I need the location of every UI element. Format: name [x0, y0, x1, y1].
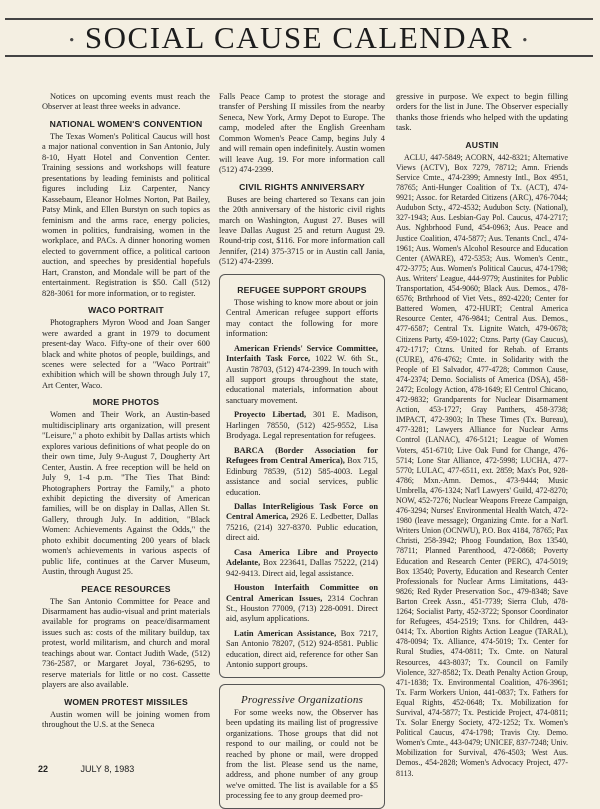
article-text: Women and Their Work, an Austin-based multidisciplinary arts organization, will present "Leisure," a photo exhibit by Dallas artists which explores various definitions of what people do on their own time, July 9-August 7, Dougherty Art Center, Austin. A free reception will be held on July 9, 1-4 p.m. "The Ties That Bind: Photographers Portray the Family," a photo exhibit depicting the diversity of American families, will be on display in Dallas, Allen St. Gallery, through July. In addition, "Black Women: Achievements Against the Odds," the photo exhibit documenting 200 years of black women's achievements in various aspects of public life, continues at the Carver Museum, Austin, through August 25.	[42, 410, 210, 577]
org-name: Casa America Libre and Proyecto Adelante,	[226, 547, 378, 568]
section-heading: WOMEN PROTEST MISSILES	[64, 696, 188, 707]
column-1	[42, 92, 210, 756]
org-details: 301 E. Madison, Harlingen 78550, (512) 425-9552, Lisa Brodyaga. Legal representation for refugees.	[226, 410, 378, 441]
article-text: gressive in purpose. We expect to begin filling orders for the list in June. The Observer especially thanks those friends who helped with the updating task.	[396, 92, 568, 133]
section-heading: Progressive Organizations	[240, 693, 364, 706]
page-title	[5, 22, 593, 56]
org-name: Houston Interfaith Committee on Central American Issues,	[226, 583, 378, 603]
org-details: Box 223641, Dallas 75222, (214) 942-9413. Direct aid, legal assistance.	[226, 558, 378, 578]
org-entry	[226, 410, 378, 441]
org-name: American Friends' Service Committee, Interfaith Task Force,	[226, 343, 378, 364]
section-heading: MORE PHOTOS	[92, 397, 160, 408]
article-text: Those wishing to know more about or join Central American refugee support efforts may contact the following for more information:	[226, 297, 378, 339]
page-footer	[38, 764, 134, 774]
calendar-banner	[5, 8, 593, 70]
refugee-box	[219, 274, 385, 678]
org-details: 1022 W. 6th St., Austin 78703, (512) 474-2399. In touch with all support groups throughout the state, educational materials, information about sanctuary movement.	[226, 354, 378, 405]
org-name: Proyecto Libertad,	[234, 410, 307, 420]
org-entry	[226, 502, 378, 544]
bullet-icon: •	[522, 33, 529, 49]
column-2	[219, 92, 385, 801]
article-text: The San Antonio Committee for Peace and Disarmament has audio-visual and print materials available for programs on peace/disarmament issues such as: costs of the military buildup, tax protest, world militarism, and church and moral teachings about war. Contact Judith Wade, (512) 736-2587, or Margaret Joyal, 736-6295, to reserve materials for little or no cost. Cassette players are also available.	[42, 596, 210, 690]
article-text: Austin women will be joining women from throughout the U.S. at the Seneca	[42, 709, 210, 730]
org-entry	[226, 548, 378, 579]
column-3	[396, 92, 568, 778]
section-heading: WACO PORTRAIT	[88, 305, 164, 316]
section-heading: CIVIL RIGHTS ANNIVERSARY	[239, 181, 365, 192]
org-entry	[226, 344, 378, 407]
article-text: Buses are being chartered so Texans can join the 20th anniversary of the historic civil rights march on Washington, August 27. Buses will leave Dallas August 25 and return August 29. Round-trip cost, $116. For more information call Jennifer, (214) 375-3715 or in Austin call Jania, (512) 474-2399.	[219, 194, 385, 267]
progressive-box	[219, 684, 385, 809]
article-text: For some weeks now, the Observer has been updating its mailing list of progressive organizations. Those groups that did not respond to our mailing, or could not be reached by phone or mail, were dropped from the list. Please send us the name, address, and phone number of any group we've omitted. The list is available for a $5 processing fee to any group deemed pro-	[226, 707, 378, 801]
org-details: Box 715, Edinburg 78539, (512) 585-4003. Legal assistance and social services, public education.	[226, 456, 378, 497]
notice-text: Notices on upcoming events must reach the Observer at least three weeks in advance.	[42, 92, 210, 112]
org-name: Dallas InterReligious Task Force on Central America,	[226, 501, 378, 522]
section-heading: PEACE RESOURCES	[81, 583, 171, 594]
section-heading: NATIONAL WOMEN'S CONVENTION	[49, 118, 203, 129]
org-details: 2926 E. Ledbetter, Dallas 75216, (214) 327-8370. Public education, direct aid.	[226, 512, 378, 543]
page-number: 22	[38, 764, 49, 774]
section-heading: AUSTIN	[465, 139, 499, 150]
org-entry	[226, 629, 378, 671]
org-name: Latin American Assistance,	[234, 628, 337, 638]
org-details: Box 7217, San Antonio 78207, (512) 924-8581. Public education, direct aid, reference for other San Antonio support groups.	[226, 628, 378, 670]
bullet-icon: •	[69, 33, 76, 49]
banner-bottom-rule	[5, 55, 593, 57]
austin-directory: ACLU, 447-5849; ACORN, 442-8321; Alternative Views (ACTV), Box 7279, 78712; Amn. Friends Service Cmte., 474-2399; Amnesty Intl., Box 4951, 78765; Anti-Hunger Coalition of Tx. (ACT), 474-9921; Assoc. for Retarded Citizens (ARC), 476-7044; Audubon Scty., 472-4532; Audubon Scty. (National), 327-1943; Aus. Lesbian-Gay Pol. Caucus, 474-2717; Aus. Nghbrhood Fund, 454-0963; Aus. Peace and Justice Coalition, 474-5877; Aus. Tenants Cncl., 474-1961; Aus. Women's Alcohol Resource and Education Center (AWARE), 472-5353; Aus. Women's Centr., 472-3775; Aus. Women's Political Caucus, 474-1798; Aus. Writers' League, 444-9779; Austinites for Public Transportation, 454-9060; Black Aus. Demos., 478-6576; Brthrhood of Viet Vets., 892-4220; Center for Battered Women, 472-HURT; Central America Resource Center, 476-9841; Central Aus. Demos., 477-6587; Central Tx. Lignite Watch, 479-0678; Citizens Party, 459-1022; Ctzns. Party (Gay Caucus), 472-1717; Ctzns. United for Rehab. of Errants (CURE), 476-4762; Cmte. in Solidarity with the People of El Salvador, 477-4728; Common Cause, 474-2374; Demo. Socialists of America (DSA), 458-2472; Ecology Action, 478-1649; El Centrol Chicano, 472-9832; Grandparents for Nuclear Disarmament Action, 453-1727; Gray Panthers, 458-3738; IMPACT, 472-3903; In These Times (Tx. Bureau), 477-3281; Lawyers Alliance for Nuclear Arms Control (LANAC), 476-5121; League of Women Voters, 451-6710; Live Oak Fund for Change, 476-5714; Lone Star Alliance, 472-5998; LUCHA, 477-5770; LULAC, 477-6511, ext. 2859; Max's Pot, 928-4786; Mxn.-Amn. Demos., 473-9444; Music Umbrella, 476-1324; Nat'l Lawyers' Guild, 472-8270; NOW, 452-7276; Nuclear Weapons Freeze Campaign, 476-3294; Nurses' Environmental Health Watch, 472-1980 (leave message); Organizing Cmte. for a Nat'l. Writers Union (OCNWU), P.O. Box 4184, 78765; Pax Christi, 258-3942; Phoog Foundation, Box 13540, 78711; Planned Parenthood, 472-0868; Poverty Education and Research Center (PERC), 474-5019; Box 13540; Poverty, Education and Research Center Professionals for Nuclear Arms Limitations, 443-9826; Red Ryder Preservation Soc., 479-8348; Save Barton Creek Assn., 451-7739; Sierra Club, 478-1264; Socialist Party, 452-3722; Sponsor Coordinator for Refugees, 454-2519; Txns. for Children, 443-0414; Tx. Abortion Rights Action League (TARAL), 478-0094; Tx. Alliance, 474-5019; Tx. Center for Rural Studies, 474-0811; Tx. Cmte. on Natural Resources, 443-8037; Tx. Council on Family Violence, 327-8582; Tx. Death Penalty Action Group, 471-1838; Tx. Environmental Coalition, 476-3961; Tx. Farm Workers Union, 441-0837; Tx. Fathers for Equal Rights, 452-0648; Tx. Mobilization for Survival, 474-5877; Tx. Pesticide Project, 474-0811; Tx. Solar Energy Society, 472-1252; Tx. Women's Political Caucus, 474-1798; Travis Cty. Demo. Women's Cmte., 443-0479; UNICEF, 837-7248; Univ. Mobilization for Survival, 476-4503; West Aus. Demos., 454-2828; Women's Advocacy Project, 477-8113.	[396, 152, 568, 778]
issue-date: JULY 8, 1983	[80, 764, 135, 774]
article-text: Falls Peace Camp to protest the storage and transfer of Pershing II missiles from the nearby Seneca, New York, Army Depot to Europe. The camp, modeled after the English Greenham Common Women's Peace Camp, begins July 4 and will remain open indefinitely. Austin women will leave Aug. 19. For more information call (512) 474-2399.	[219, 92, 385, 175]
org-details: 2314 Cochran St., Houston 77009, (713) 228-0091. Direct aid, asylum applications.	[226, 593, 378, 624]
org-name: BARCA (Border Association for Refugees from Central America),	[226, 445, 378, 466]
org-entry	[226, 446, 378, 498]
article-text: Photographers Myron Wood and Joan Sanger were awarded a grant in 1979 to document present-day Waco. Fifty-one of their over 600 black and white photos of people, buildings, and scenes were selected for a "Waco Portrait" exhibition which will be shown through July 17, Art Center, Waco.	[42, 318, 210, 390]
article-text: The Texas Women's Political Caucus will host a major national convention in San Antonio, July 8-10, Hyatt Hotel and Convention Center. Training sessions and workshops will feature presentations by leading feminists and political figures including Liz Carpenter, Nancy Kassebaum, Eleanor Holmes Norton, Pat Bailey, Patsy Mink, and Ellen Burstyn on such topics as feminism and the arms race, energy policies, women in politics, fundraising, women in the workplace, and PACs. A dinner honoring women elected to government office, a political cartoon auction, and speeches by presidential hopefuls Hart, Cranston, and Mondale will be part of the entertainment. Registration is $50. Call (512) 828-3061 for more information, or to register.	[42, 131, 210, 298]
page-title-text: SOCIAL CAUSE CALENDAR	[84, 20, 514, 55]
org-entry	[226, 583, 378, 625]
section-heading: REFUGEE SUPPORT GROUPS	[237, 284, 367, 295]
